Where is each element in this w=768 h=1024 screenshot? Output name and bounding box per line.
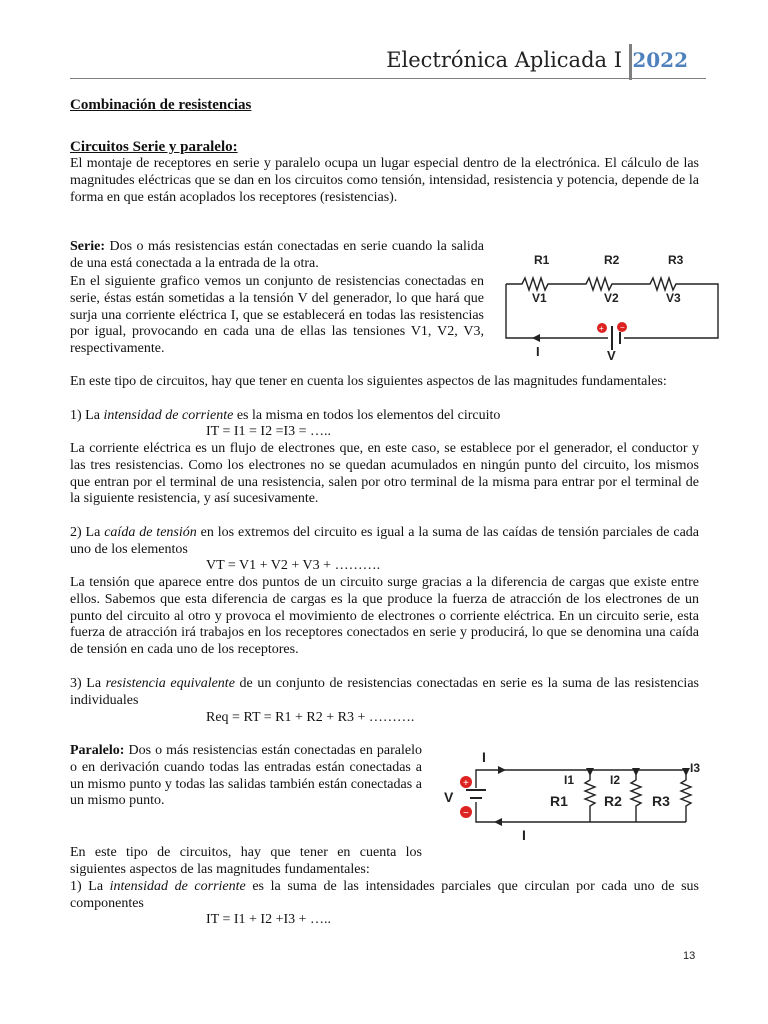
- svg-text:+: +: [463, 778, 469, 789]
- point-term: intensidad de corriente: [109, 879, 246, 894]
- label-r3: R3: [652, 793, 670, 809]
- label-v3: V3: [666, 291, 681, 305]
- current-arrow-icon: [532, 334, 540, 342]
- formula-resistance-series: Req = RT = R1 + R2 + R3 + ……….: [206, 710, 415, 725]
- header-rule: [70, 78, 706, 79]
- section-heading: Combinación de resistencias: [70, 97, 252, 113]
- point-number: 3) La: [70, 676, 106, 691]
- current-arrow-icon: [586, 768, 594, 776]
- svg-text:+: +: [599, 324, 604, 333]
- serie-description: En el siguiente grafico vemos un conjunto de resistencias conectadas en serie, éstas están sometidas a la tensión V del generador, lo que hará que surja una corriente eléctrica I, que se establecerá en todas las resistencias por igual, provocando en cada una de ellas las tensiones V1, V2, V3, respectivamente.: [70, 274, 484, 357]
- point-text: es la misma en todos los elementos del circuito: [233, 408, 501, 423]
- label-r1: R1: [550, 793, 568, 809]
- point-term: resistencia equivalente: [105, 676, 235, 691]
- label-v1: V1: [532, 291, 547, 305]
- svg-text:−: −: [620, 323, 625, 332]
- svg-text:−: −: [463, 808, 469, 819]
- serie-aspects-intro: En este tipo de circuitos, hay que tener en cuenta los siguientes aspectos de las magnitudes fundamentales:: [70, 374, 667, 389]
- point-term: intensidad de corriente: [103, 408, 234, 423]
- current-arrow-icon: [494, 818, 502, 826]
- point-number: 2) La: [70, 525, 105, 540]
- label-v: V: [607, 348, 616, 363]
- label-r3: R3: [668, 253, 684, 267]
- paralelo-definition-text: Dos o más resistencias están conectadas en paralelo o en derivación cuando todas las entradas están conectadas a un mismo punto y todas las salidas también están conectadas a un mismo punto.: [70, 743, 422, 809]
- serie-point-2-text: La tensión que aparece entre dos puntos de un circuito surge gracias a la diferencia de cargas que existe entre ellos. Sabemos que esta diferencia de cargas es la que produce la fuerza de atracción de los electrones de un punto del circuito al otro y provoca el movimiento de electrones o corriente eléctrica. En un circuito serie, esta fuerza de atracción irá trabajos en los receptores conectados en serie y producirá, lo que se denomina una caída de tensión en cada uno de los receptores.: [70, 575, 699, 658]
- current-arrow-icon: [682, 768, 690, 776]
- paralelo-point-1: [70, 879, 699, 913]
- formula-current-series: IT = I1 = I2 =I3 = …..: [206, 424, 332, 439]
- serie-definition: [70, 239, 484, 273]
- point-number: 1) La: [70, 879, 110, 894]
- paralelo-label: Paralelo:: [70, 743, 125, 758]
- label-r1: R1: [534, 253, 550, 267]
- label-i3: I3: [690, 761, 701, 775]
- serie-point-1: [70, 408, 699, 425]
- serie-label: Serie:: [70, 239, 105, 254]
- intro-paragraph: El montaje de receptores en serie y paralelo ocupa un lugar especial dentro de la electrónica. El cálculo de las magnitudes eléctricas que se dan en los circuitos como tensión, intensidad, resistencia y potencia, depende de la forma en que están acoplados los receptores (resistencias).: [70, 156, 699, 205]
- document-year: 2022: [632, 48, 688, 72]
- label-i-bottom: I: [522, 827, 526, 843]
- point-number: 1) La: [70, 408, 104, 423]
- current-arrow-icon: [498, 766, 506, 774]
- document-title: Electrónica Aplicada I: [386, 48, 622, 72]
- page-header: [70, 44, 706, 80]
- serie-point-1-text: La corriente eléctrica es un flujo de electrones que, en este caso, se establece por el generador, el conductor y las tres resistencias. Como los electrones no se quedan acumulados en ningún punto del circuito, los mismos que entran por el terminal de una resistencia, salen por otro terminal de la misma para entrar por el terminal de la siguiente resistencia, y así sucesivamente.: [70, 441, 699, 507]
- page-number: 13: [683, 950, 696, 962]
- label-i2: I2: [610, 773, 621, 787]
- point-text: es la suma de las intensidades parciales que circulan por cada uno de sus componentes: [70, 879, 699, 911]
- label-r2: R2: [604, 793, 622, 809]
- label-i1: I1: [564, 773, 575, 787]
- current-arrow-icon: [632, 768, 640, 776]
- formula-current-parallel: IT = I1 + I2 +I3 + …..: [206, 912, 332, 927]
- point-text: en los extremos del circuito es igual a la suma de las caídas de tensión parciales de cada uno de los elementos: [70, 525, 700, 557]
- label-v2: V2: [604, 291, 619, 305]
- formula-voltage-series: VT = V1 + V2 + V3 + ……….: [206, 558, 381, 573]
- point-text: de un conjunto de resistencias conectadas en serie es la suma de las resistencias individuales: [70, 676, 699, 708]
- serie-definition-text: Dos o más resistencias están conectadas en serie cuando la salida de una está conectada a la entrada de la otra.: [70, 239, 484, 271]
- series-circuit-diagram: [496, 246, 730, 370]
- label-i-top: I: [482, 749, 486, 765]
- serie-point-2: [70, 525, 699, 559]
- subsection-heading: Circuitos Serie y paralelo:: [70, 139, 238, 155]
- label-i: I: [536, 344, 540, 359]
- paralelo-aspects-intro: En este tipo de circuitos, hay que tener en cuenta los siguientes aspectos de las magnitudes fundamentales:: [70, 845, 422, 877]
- label-r2: R2: [604, 253, 620, 267]
- paralelo-definition: [70, 743, 422, 810]
- label-v: V: [444, 789, 454, 805]
- point-term: caída de tensión: [104, 525, 197, 540]
- parallel-circuit-diagram: [436, 740, 706, 846]
- serie-point-3: [70, 676, 699, 710]
